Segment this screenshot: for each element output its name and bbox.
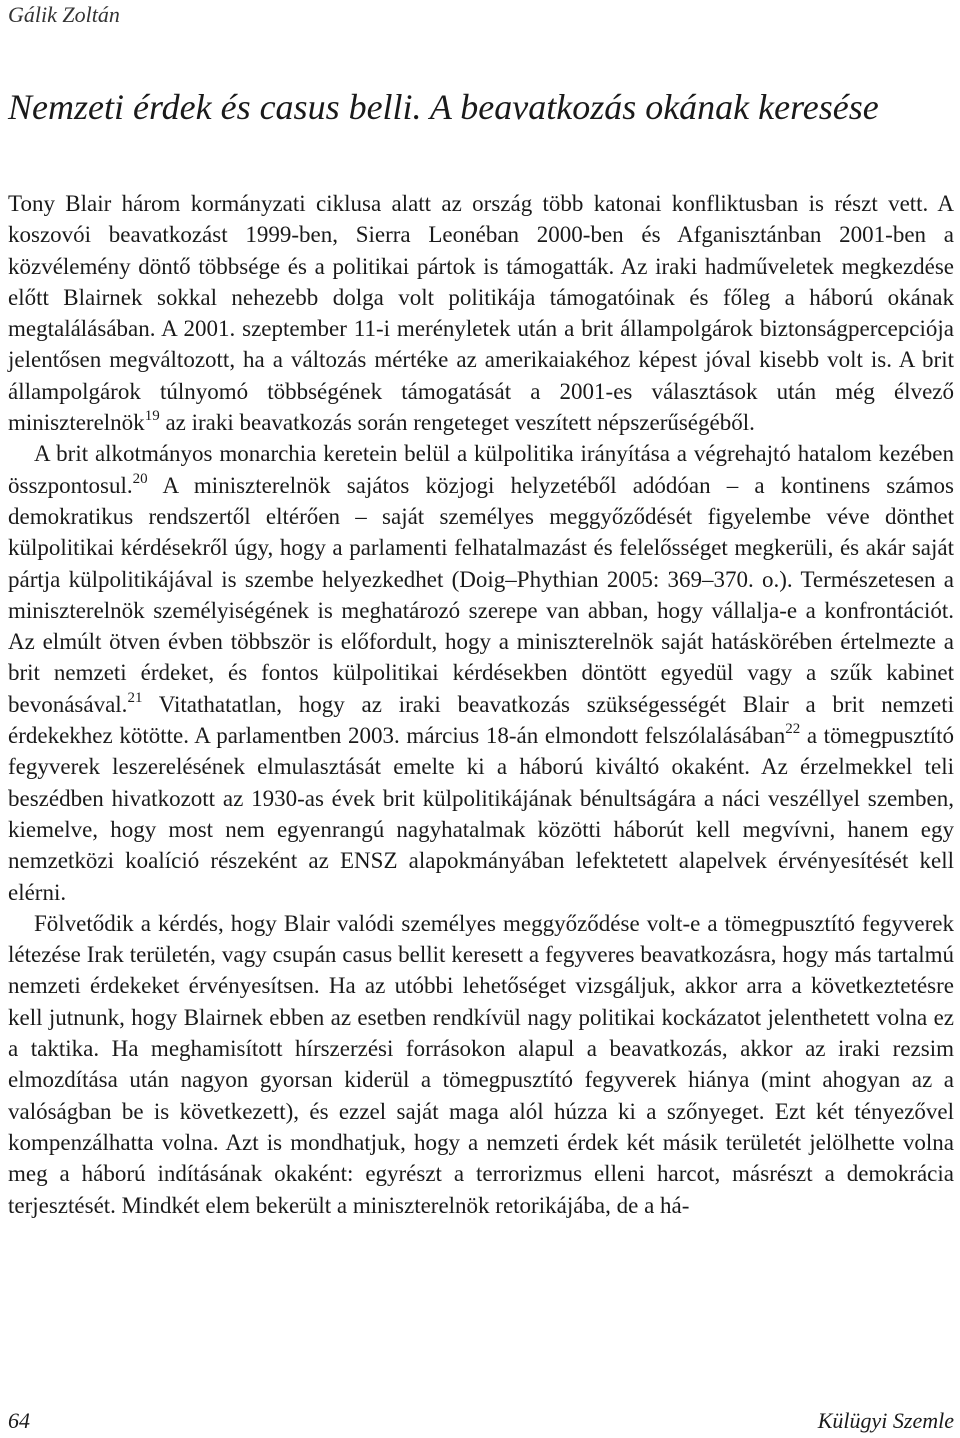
paragraph-text: Tony Blair három kormányzati ciklusa alatt az ország több katonai konfliktusban is részt vett. A koszovói beavatkozást 1999-ben, Sierra Leonéban 2000-ben és Afganisztánban 2001-ben a közvélemény döntő többsége és a politikai pártok is támogatták. Az iraki hadműveletek megkezdése előtt Blairnek sokkal nehezebb dolga volt politikája támogatóinak és főleg a háború okának megtalálásában. A 2001. szeptember 11-i merényletek után a brit állampolgárok biztonságpercepciója jelentősen megváltozott, ha a változás mértéke az amerikaiakéhoz képest jóval kisebb volt is. A brit állampolgárok túlnyomó többségének támogatását a 2001-es választások után még élvező miniszterelnök [8, 191, 954, 436]
paragraph-text: az iraki beavatkozás során rengeteget veszített népszerűségéből. [159, 410, 755, 436]
paragraph [8, 908, 954, 1221]
paragraph [8, 438, 954, 907]
paragraph-text: a tömegpusztító fegyverek leszerelésének elmulasztását emelte ki a háború kiváltó okaként. Az érzelmekkel teli beszédben hivatkozott az 1930-as évek brit külpolitikájának bénultságára a náci veszéllyel szemben, kiemelve, hogy most nem egyenrangú nagyhatalmak közötti háborút kell megvívni, hanem egy nemzetközi koalíció részeként az ENSZ alapokmányában lefektetett alapelvek érvényesítését kell elérni. [8, 723, 954, 905]
paragraph-text: A miniszterelnök sajátos közjogi helyzetéből adódóan – a kontinens számos demokratikus rendszertől eltérően – saját személyes meggyőződését figyelembe véve dönthet külpolitikai kérdésekről úgy, hogy a parlamenti felhatalmazást és felelősséget megkerüli, és akár saját pártja külpolitikájával is szembe helyezkedhet (Doig–Phythian 2005: 369–370. o.). Természetesen a miniszterelnök személyiségének is meghatározó szerepe van abban, hogy vállalja-e a konfrontációt. Az elmúlt ötven évben többször is előfordult, hogy a miniszterelnök saját hatáskörében értelmezte a brit nemzeti érdeket, és fontos külpolitikai kérdésekben döntött egyedül vagy a szűk kabinet bevonásával. [8, 472, 954, 717]
running-head-author: Gálik Zoltán [8, 2, 120, 27]
journal-name: Külügyi Szemle [817, 1408, 954, 1433]
paragraph-text: Fölvetődik a kérdés, hogy Blair valódi személyes meggyőződése volt-e a tömegpusztító fegyverek létezése Irak területén, vagy csupán casus bellit keresett a fegyveres beavatkozásra, hogy más tartalmú nemzeti érdekeket érvényesítsen. Ha az utóbbi lehetőséget vizsgáljuk, akkor arra a következtetésre kell jutnunk, hogy Blairnek ebben az esetben rendkívül nagy politikai kockázatot jelenthetett volna ez a taktika. Ha meghamisított hírszerzési forrásokon alapul a beavatkozás, akkor az iraki rezsim elmozdítása után nagyon gyorsan kiderül a tömegpusztító fegyverek hiánya (mint ahogyan az a valóságban be is következett), és ezzel saját maga alól húzza ki a szőnyeget. Ezt két tényezővel kompenzálhatta volna. Azt is mondhatjuk, hogy a nemzeti érdek két másik területét jelölhette volna meg a háború indításának okaként: egyrészt a terrorizmus elleni harcot, másrészt a demokrácia terjesztését. Mindkét elem bekerült a miniszterelnök retorikájába, de a há- [8, 910, 954, 1218]
paragraph-text: Vitathatatlan, hogy az iraki beavatkozás szükségességét Blair a brit nemzeti érdekekhez kötötte. A parlamentben 2003. március 18-án elmondott felszólalásában [8, 691, 954, 749]
footnote-ref: 19 [144, 408, 160, 425]
page-number: 64 [8, 1408, 30, 1433]
footnote-ref: 22 [785, 721, 801, 738]
article-title: Nemzeti érdek és casus belli. A beavatkozás okának keresése [8, 87, 879, 127]
paragraph-text: A brit alkotmányos monarchia keretein belül a külpolitika irányítása a végrehajtó hatalom kezében összpontosul. [8, 441, 954, 498]
footnote-ref: 20 [132, 470, 148, 487]
footnote-ref: 21 [127, 689, 143, 706]
paragraph [8, 188, 954, 438]
article-body [8, 188, 954, 1221]
